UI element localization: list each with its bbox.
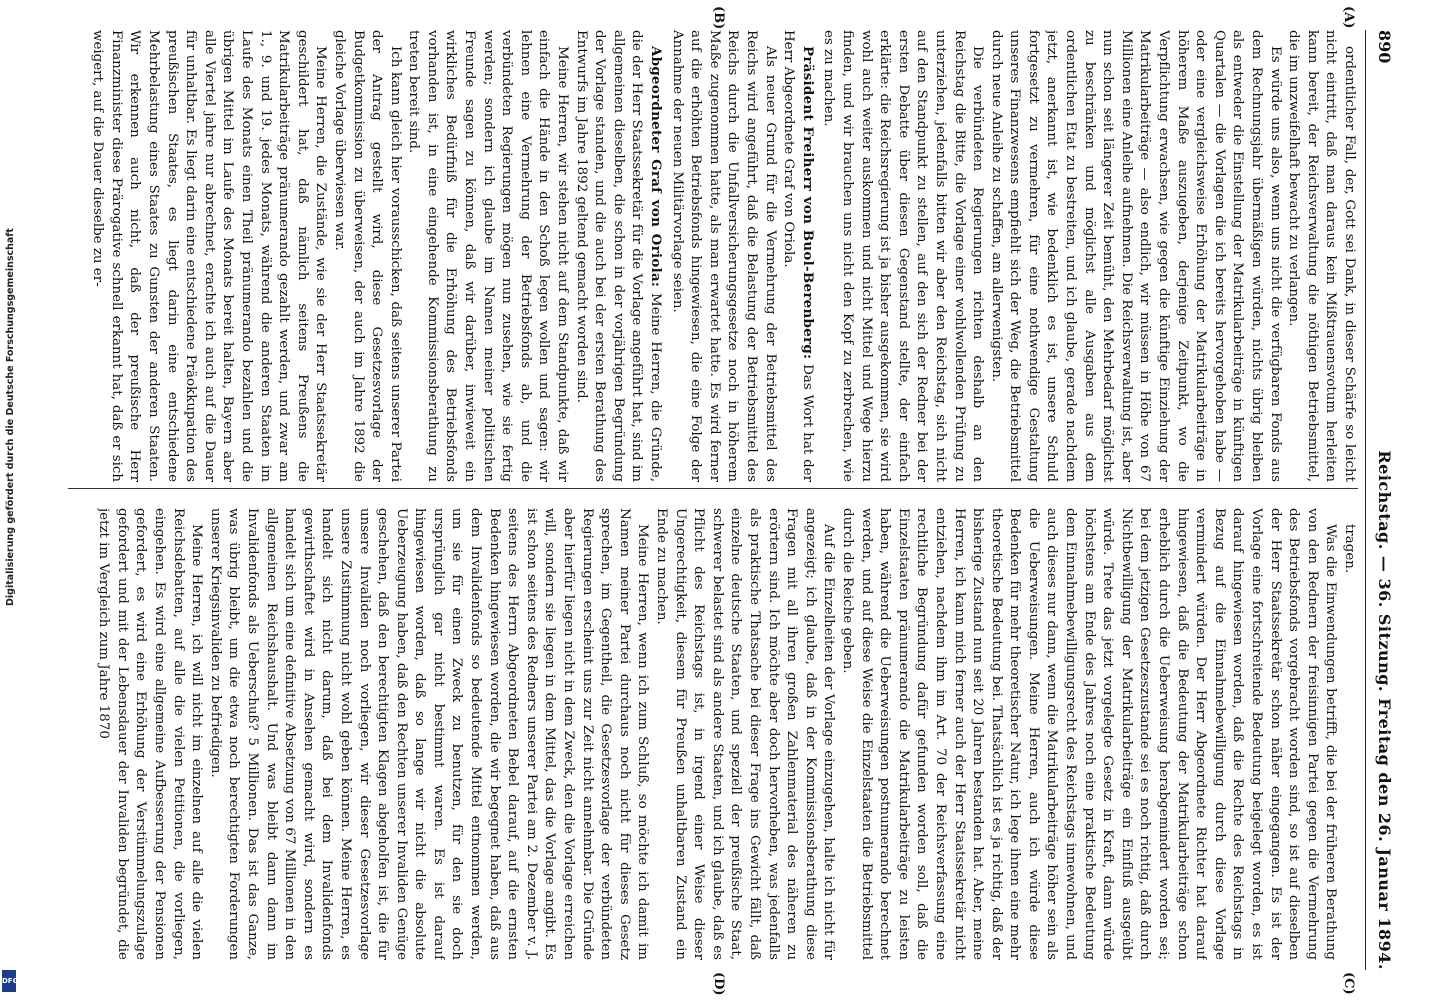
speaker-name: Präsident Freiherr von Buol-Berenberg: [799,46,816,360]
header-rule [1365,30,1366,970]
paragraph: Meine Herren, wenn ich zum Schluß, so möchte ich damit im Namen meiner Partei durchaus noch nicht für dieses Gesetz sprechen, im Gegentheil, die Gesetzesvorlage der verbündeten Regierungen erscheint uns zur Zeit nicht annehmbar. Die Gründe aber hierfür liegen nicht in dem Zweck, den die Vorlage erreichen will, sondern sie liegen in dem Mittel, das die Vorlage angibt. Es ist schon seitens des Redners unserer Partei am 2. Dezember v. J. seitens des Herrn Abgeordneten Bebel darauf, auf die ernsten Bedenken hingewiesen worden, die wir begegnet haben, daß aus dem Invalidenfonds so bedeutende Mittel entnommen werden, um sie für einen Zweck zu benutzen, für den sie doch ursprünglich gar nicht bestimmt waren. Es ist darauf hingewiesen worden, daß so lange wir nicht die absolute Ueberzeugung haben, daß den Rechten unserer Invaliden Genüge geschehen, daß den berechtigten Klagen abgeholfen ist, die für unsere Invaliden noch vorliegen, wir dieser Gesetzesvorlage unsere Zustimmung nicht wohl geben können. Meine Herren, es handelt sich nicht darum, daß bei dem Invalidenfonds gewirthschaftet wird in Ansehen gemacht wird, sondern es handelt sich um eine definitive Absetzung von 67 Millionen in den allgemeinen Reichshaushalt. Und was bleibt dann dann im Invalidenfonds als Ueberschuß? 5 Millionen. Das ist das Ganze, was übrig bleibt, um die etwa noch berechtigten Forderungen unserer Kriegsinvaliden zu befriedigen. [207,508,651,960]
margin-marker-b: (B) [711,6,726,30]
footer-credit-text: Digitalisierung gefördert durch die Deutsche Forschungsgemeinschaft [5,228,16,606]
paragraph: Auf die Einzelheiten der Vorlage einzugehen, halte ich nicht für angezeigt; ich glaube, daß in der Kommissionsberathung diese Fragen mit all ihren großen Zahlenmaterial des näheren zu erörtern sind. Ich möchte aber doch hervorheben, was jedenfalls als praktische Thatsache bei dieser Frage ins Gewicht fällt, daß einzelne deutsche Staaten, und speziell der preußische Staat, schwerer belastet sind als andere Staaten, und ich glaube, daß es Pflicht des Reichstags ist, in irgend einer Weise dieser Ungerechtigkeit, diesem für Preußen unhaltbaren Zustand ein Ende zu machen. [654,508,837,960]
paragraph: Es würde uns also, wenn uns nicht die verfügbaren Fonds aus dem Rechnungsjahr übermäßigen würden, nichts übrig bleiben als entweder die Einstellung der Matrikularbeiträge in künftigen Quartalen — die Vorlagen die ich bereits hervorgehoben habe — oder eine vergleichsweise Erhöhung der Matrikularbeiträge in höherem Maße auszugeben, derjenige Zeitpunkt, wo die Verpflichtung erwachsen, wie gegen die künftige Einziehung der Matrikularbeiträge — also endlich, wir müssen in Höhe von 67 Millionen eine Anleihe aufnehmen. Die Reichsverwaltung ist, aber nun schon seit längerer Zeit bemüht, den Mehrbedarf möglichst zu beschränken und möglichst alle Ausgaben aus dem ordentlichen Etat zu bestreiten, und ich glaube, gerade nachdem jetzt, anerkannt ist, wie bedenklich es ist, unsere Schuld fortgesetzt zu vermehren, für eine nothwendige Gestaltung unseres Finanzwesens empfiehlt sich der Weg, die Betriebsmittel durch neue Anleihe zu schaffen, am allerwenigsten. [988,30,1283,482]
paragraph: Meine Herren, wir stehen nicht auf dem Standpunkte, daß wir einfach die Hände in den Schoß legen wollen und sagen: wir lehnen eine Vermehrung der Betriebsfonds ab, und die verbündeten Regierungen mögen nun zusehen, wie sie fertig werden; sondern ich glaube im Namen meiner politischen Freunde sagen zu können, daß wir darüber, inwieweit ein wirkliches Bedürfniß für die Erhöhung des Betriebsfonds vorhanden ist, in eine eingehende Kommissionsberathung zu treten bereit sind. [406,30,571,482]
dfg-logo: DFG [2,970,16,992]
paragraph: Die verbündeten Regierungen richten deshalb an den Reichstag die Bitte, die Vorlage einer wohlwollenden Prüfung zu unterziehen, jedenfalls bitten wir aber den Reichstag, sich nicht auf den Standpunkt zu stellen, auf den sich der Redner bei der ersten Debatte über diesen Gegenstand stellte, der einfach erklärte: die Reichsregierung ist ja bisher ausgekommen, sie wird wohl auch weiter auskommen und nicht Mittel und Wege hierzu finden, und wir brauchen uns nicht den Kopf zu zerbrechen, wie es zu machen. [821,30,986,482]
paragraph: Meine Herren, ich will nicht im einzelnen auf alle die vielen Reichsdebatten, auf alle die vielen Petitionen, die vorliegen, eingehen. Es wird eine allgemeine Aufbesserung der Pensionen gefordert, es wird eine Erhöhung der Verstümmelungszulage gefordert und mit der Lebensdauer der Invaliden begründet, die jetzt im Vergleich zum Jahre 1870 [96,508,205,960]
page-header-title: Reichstag. — 36. Sitzung. Freitag den 26. Januar 1894. [1375,450,1395,970]
paragraph: Was die Einwendungen betrifft, die bei der früheren Berathung von den Rednern der freisinnigen Partei gegen die Vermehrung des Betriebsfonds vorgebracht worden sind, so ist auf dieselben der Herr Staatssekretär schon näher eingegangen. Es ist der Vorlage eine fortschreitende Bedeutung beigelegt worden, es ist darauf hingewiesen worden, daß die Rechte des Reichstags in Bezug auf die Einnahmebewilligung durch diese Vorlage vermindert würden. Der Herr Abgeordnete Richter hat darauf hingewiesen, daß die Bedeutung der Matrikularbeiträge schon erheblich durch die Ueberweisung herabgemindert worden sei; bei dem jetzigen Gesetzeszustande sei es noch richtig, daß durch Nichtbewilligung der Matrikularbeiträge ein Einfluß ausgeübt würde. Trete das jetzt vorgelegte Gesetz in Kraft, dann würde höchstens am Ende des Jahres noch eine praktische Bedeutung dem Einnahmebewilligungsrecht des Reichstags innewohnen, und auch dieses nur dann, wenn die Matrikularbeiträge höher sein als die Ueberweisungen. Meine Herren, auch ich würde diese Bedenken für mehr theoretischer Natur, ich lege ihnen eine mehr theoretische Bedeutung bei. Thatsächlich ist es ja richtig, daß der bisherige Zustand nun seit 20 Jahren bestanden hat. Aber, meine Herren, ich kann mich ferner auch der Herr Staatssekretär nicht entziehen, nachdem ihm im Art. 70 der Reichsverfassung eine rechtliche Begründung dafür gefunden worden soll, daß die Einzelstaaten pränumerando die Matrikularbeiträge zu leisten haben, während die Ueberweisungen postnumerando berechnet werden, und auf diese Weise die Einzelstaaten die Betriebsmittel durch die Reiche geben. [839,508,1339,960]
paragraph: ordentlicher Fall, der, Gott sei Dank, in dieser Schärfe so leicht nicht eintritt, daß man daraus kein Mißtrauensvotum herleiten kann bereit, der Reichsverwaltung die nöthigen Betriebsmittel, die im unzweifelhaft bewacht zu verlangen. [1286,30,1357,482]
paragraph: tragen. [1342,524,1357,574]
margin-marker-c: (C) [1341,972,1356,995]
margin-marker-d: (D) [711,972,726,996]
page-number: 890 [1375,30,1395,64]
margin-marker-a: (A) [1341,6,1356,29]
right-text-column [58,508,1358,960]
column-divider [68,488,1358,489]
paragraph: Ich kann gleich hier vorausschicken, daß seitens unserer Partei der Antrag gestellt wird, diese Gesetzesvorlage der Budgetkommission zu überweisen, der auch im Jahre 1892 die gleiche Vorlage überwiesen war. [331,30,403,482]
page-header [1372,30,1398,970]
paragraph: Meine Herren, die Zustände, wie sie der Herr Staatssekretär geschildert hat, daß nämlich seitens Preußens die Matrikularbeiträge pränumerando gezahlt werden, und zwar am 1., 9. und 19. jedes Monats, während die anderen Staaten im Laufe des Monats einen Theil pränumerando bezahlen und die übrigen Mittel im Laufe des Monats bereit halten, Bayern aber alle Viertel jahre nur abrechnet, erachte ich auch auf die Dauer für unhaltbar. Es liegt darin eine entschiedene Präokkupation des preußischen Staates, es liegt darin eine entschiedene Mehrbelastung eines Staates zu Gunsten der anderen Staaten. Wir erkennen auch nicht, daß der preußische Herr Finanzminister diese Prärogative schnell erkannt hat, daß er sich weigert, auf die Dauer dieselbe zu er- [90,30,329,482]
left-text-column [58,30,1358,482]
footer-credit [4,0,18,980]
speaker-paragraph: Abgeordneter Graf von Oriola: Meine Herren, die Gründe, die der Herr Staatssekretär für die Vorlage angeführt hat, sind im allgemeinen dieselben, die schon in der vorjährigen Begründung der Vorlage standen, und die auch bei der ersten Berathung des Entwurfs im Jahre 1892 geltend gemacht worden sind. [573,30,665,482]
speaker-paragraph: Präsident Freiherr von Buol-Berenberg: Das Wort hat der Herr Abgeordnete Graf von Oriola. [781,30,816,482]
paragraph: Als neuer Grund für die Vermehrung der Betriebsmittel des Reichs wird angeführt, daß die Belastung der Betriebsmittel des Reichs durch die Unfallversicherungsgesetze noch in höherem Maße zugenommen hatte, als man erwartet hatte. Es wird ferner auf die erhöhten Betriebsfonds hingewiesen, die eine Folge der Annahme der neuen Militärvorlage seien. [669,30,778,482]
speaker-name: Abgeordneter Graf von Oriola: [648,46,665,288]
